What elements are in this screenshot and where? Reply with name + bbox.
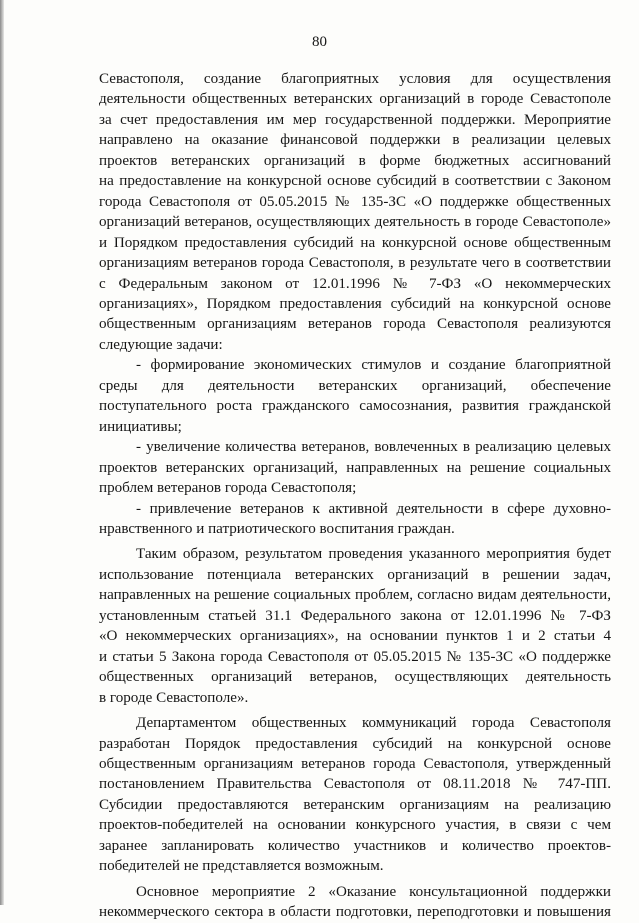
- text-line: использование потенциала ветеранских организаций в решении задач,: [99, 566, 611, 583]
- text-line: организациям ветеранов города Севастополя, в результате чего в соответствии: [99, 255, 611, 272]
- text-line: направленных на решение социальных проблем, согласно видам деятельности,: [99, 587, 611, 604]
- text-line: некоммерческого сектора в области подготовки, переподготовки и повышения: [99, 904, 611, 921]
- text-line: организаций ветеранов, осуществляющих деятельность в городе Севастополе»: [99, 214, 611, 231]
- text-line: - увеличение количества ветеранов, вовлеченных в реализацию целевых: [136, 439, 611, 456]
- text-line: поступательного роста гражданского самосознания, развития гражданской: [99, 398, 611, 415]
- document-body: [99, 69, 611, 923]
- text-line: проектов ветеранских организаций в форме бюджетных ассигнований: [99, 152, 611, 169]
- text-line: общественным организациям ветеранов города Севастополя, утвержденный: [99, 755, 611, 772]
- text-line: и статьи 5 Закона города Севастополя от 05.05.2015 № 135-ЗС «О поддержке: [99, 648, 611, 665]
- paragraph: [99, 355, 611, 437]
- text-line: и Порядком предоставления субсидий на конкурсной основе общественным: [99, 234, 611, 251]
- text-line: города Севастополя от 05.05.2015 № 135-ЗС «О поддержке общественных: [99, 193, 611, 210]
- text-line: Департаментом общественных коммуникаций города Севастополя: [136, 715, 611, 732]
- paragraph: [99, 882, 611, 923]
- text-line: общественных организаций ветеранов, осуществляющих деятельность: [99, 669, 611, 686]
- text-line: проектов-победителей на основании конкурсного участия, в связи с чем: [99, 817, 611, 834]
- text-line: направлено на оказание финансовой поддержки в реализации целевых: [99, 132, 611, 149]
- text-line: - привлечение ветеранов к активной деятельности в сфере духовно-: [136, 500, 611, 517]
- text-line: постановлением Правительства Севастополя от 08.11.2018 № 747-ПП.: [99, 776, 611, 793]
- paragraph: [99, 69, 611, 355]
- text-line: Основное мероприятие 2 «Оказание консультационной поддержки: [136, 883, 611, 900]
- text-line: деятельности общественных ветеранских организаций в городе Севастополе: [99, 91, 611, 108]
- text-line: Севастополя, создание благоприятных условия для осуществления: [99, 71, 611, 87]
- text-line: организациях», Порядком предоставления субсидий на конкурсной основе: [99, 295, 611, 312]
- text-line: установленным статьей 31.1 Федерального закона от 12.01.1996 № 7-ФЗ: [99, 607, 611, 624]
- text-line: следующие задачи:: [99, 336, 223, 353]
- paragraph: [99, 499, 611, 540]
- text-line: общественным организациям ветеранов города Севастополя реализуются: [99, 316, 611, 333]
- page-number: 80: [312, 34, 327, 50]
- text-line: заранее запланировать количество участников и количество проектов-: [99, 837, 611, 854]
- text-line: победителей не представляется возможным.: [99, 858, 384, 875]
- text-line: «О некоммерческих организациях», на основании пунктов 1 и 2 статьи 4: [99, 628, 611, 645]
- text-line: среды для деятельности ветеранских организаций, обеспечение: [99, 377, 611, 394]
- paragraph: [99, 437, 611, 498]
- text-line: Таким образом, результатом проведения указанного мероприятия будет: [136, 546, 611, 563]
- text-line: - формирование экономических стимулов и создание благоприятной: [136, 357, 611, 374]
- text-line: инициативы;: [99, 418, 182, 435]
- paragraph: [99, 544, 611, 708]
- text-line: проблем ветеранов города Севастополя;: [99, 480, 357, 497]
- text-line: нравственного и патриотического воспитания граждан.: [99, 520, 455, 537]
- text-line: Субсидии предоставляются ветеранским организациям на реализацию: [99, 796, 611, 813]
- scan-edge-shadow: [0, 0, 4, 905]
- text-line: за счет предоставления им мер государственной поддержки. Мероприятие: [99, 111, 611, 128]
- paragraph: [99, 713, 611, 877]
- text-line: проектов ветеранских организаций, направленных на решение социальных: [99, 459, 611, 476]
- text-line: в городе Севастополе».: [99, 689, 249, 706]
- text-line: с Федеральным законом от 12.01.1996 № 7-ФЗ «О некоммерческих: [99, 275, 611, 292]
- text-line: разработан Порядок предоставления субсидий на конкурсной основе: [99, 735, 611, 752]
- text-line: на предоставление на конкурсной основе субсидий в соответствии с Законом: [99, 173, 611, 190]
